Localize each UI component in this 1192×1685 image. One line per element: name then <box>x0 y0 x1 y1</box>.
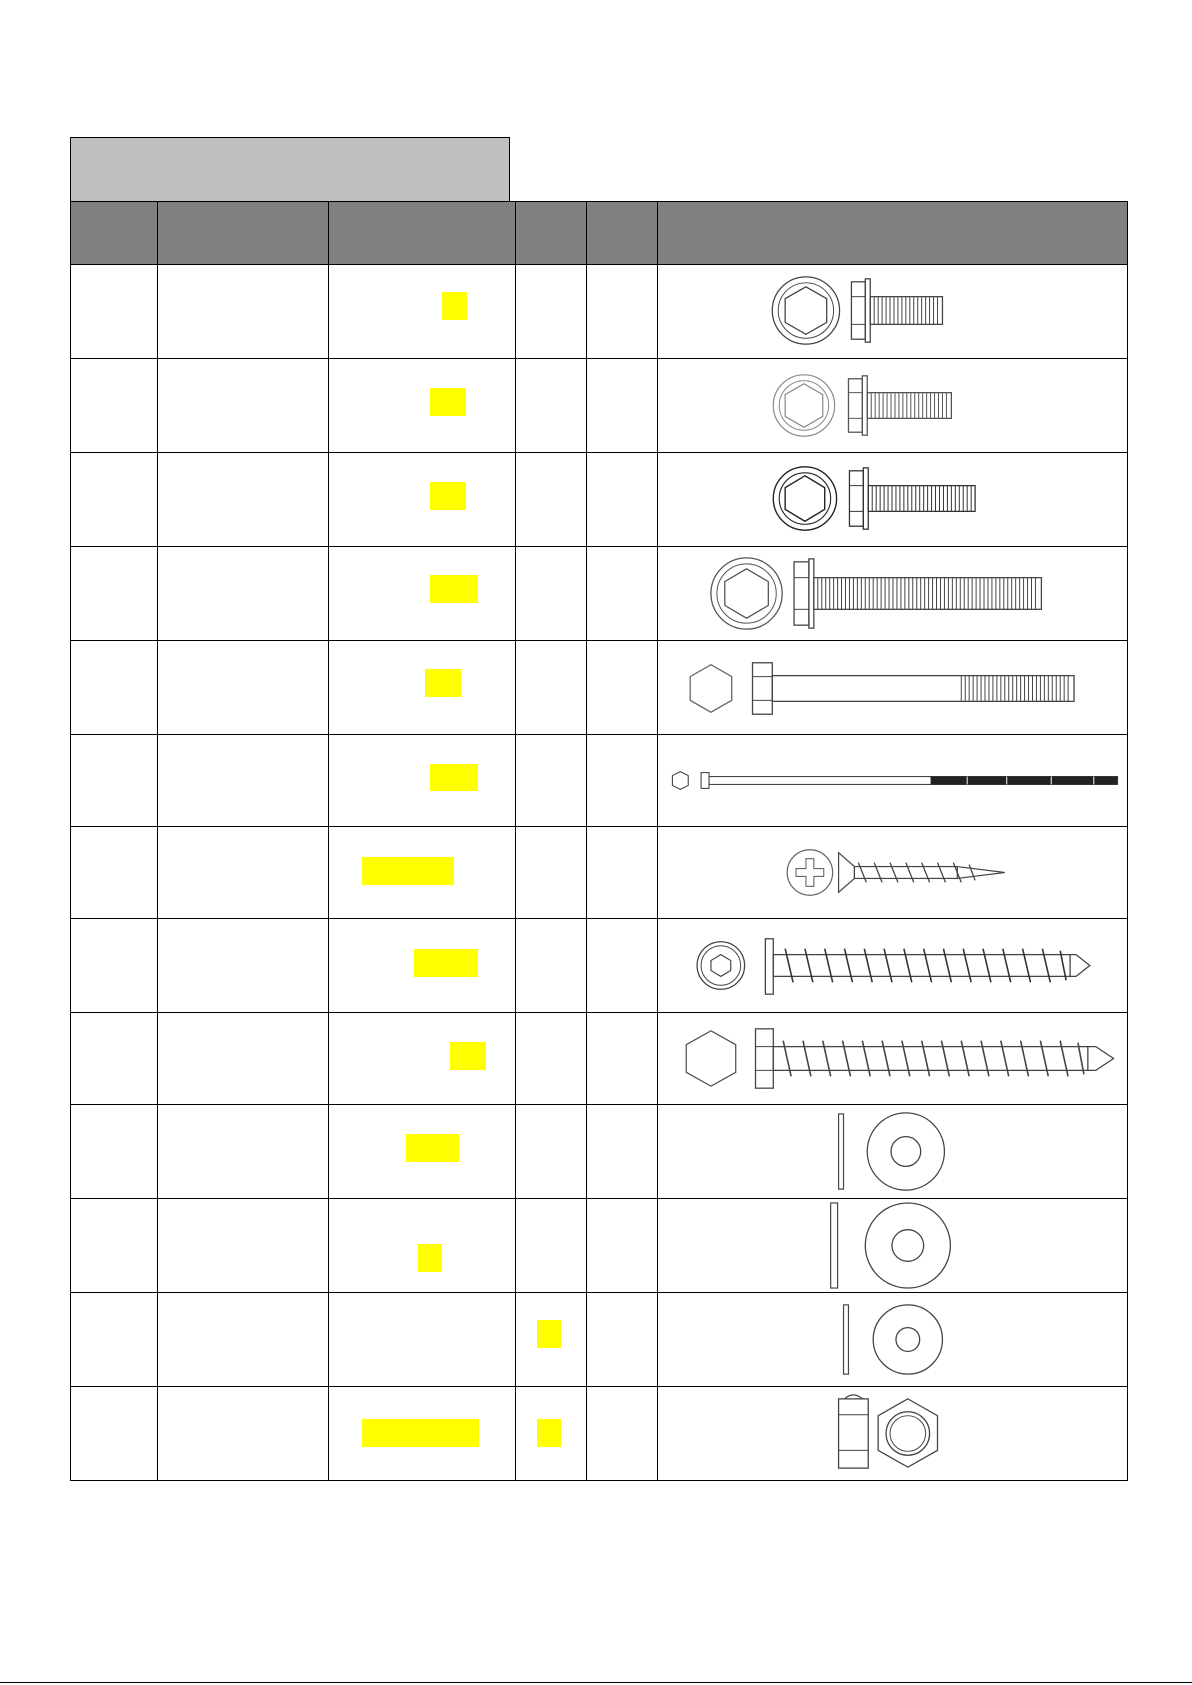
cell-picture <box>658 735 1128 827</box>
cell-ref <box>71 735 158 827</box>
cell-qty-a <box>516 453 587 547</box>
cell-spec <box>329 1387 516 1481</box>
cell-qty-a <box>516 265 587 359</box>
cell-qty-a <box>516 547 587 641</box>
cell-ref <box>71 453 158 547</box>
cell-spec <box>329 547 516 641</box>
table-row <box>71 919 1128 1013</box>
cell-spec <box>329 265 516 359</box>
flange-bolt-icon <box>658 265 1126 358</box>
washer-icon <box>658 1105 1126 1198</box>
phillips-screw-icon <box>658 827 1126 918</box>
cell-name <box>158 735 329 827</box>
cell-ref <box>71 359 158 453</box>
cell-name <box>158 919 329 1013</box>
cell-picture <box>658 641 1128 735</box>
cell-ref <box>71 641 158 735</box>
header-qty-b <box>587 202 658 265</box>
cell-name <box>158 641 329 735</box>
table-row <box>71 1387 1128 1481</box>
cell-spec <box>329 735 516 827</box>
cell-ref <box>71 1105 158 1199</box>
cell-qty-b <box>587 1013 658 1105</box>
flange-bolt-icon <box>658 453 1126 546</box>
cell-picture <box>658 919 1128 1013</box>
cell-qty-b <box>587 1199 658 1293</box>
cell-spec <box>329 1199 516 1293</box>
cell-qty-a <box>516 1199 587 1293</box>
cell-qty-b <box>587 359 658 453</box>
threaded-rod-bolt-icon <box>658 735 1126 826</box>
cell-spec <box>329 827 516 919</box>
cell-qty-a <box>516 735 587 827</box>
cell-ref <box>71 1199 158 1293</box>
large-washer-icon <box>658 1199 1126 1292</box>
socket-lag-screw-icon <box>658 919 1126 1012</box>
cell-ref <box>71 919 158 1013</box>
table-row <box>71 1105 1128 1199</box>
header-picture <box>658 202 1128 265</box>
cell-qty-a <box>516 1387 587 1481</box>
cell-spec <box>329 1105 516 1199</box>
cell-name <box>158 1293 329 1387</box>
cell-qty-a <box>516 641 587 735</box>
cell-ref <box>71 547 158 641</box>
footer-rule <box>0 1682 1192 1683</box>
header-name <box>158 202 329 265</box>
cell-qty-b <box>587 641 658 735</box>
cell-picture <box>658 1293 1128 1387</box>
flange-bolt-icon <box>658 359 1126 452</box>
hex-bolt-icon <box>658 641 1126 734</box>
cell-ref <box>71 1293 158 1387</box>
cell-name <box>158 1013 329 1105</box>
cell-picture <box>658 1105 1128 1199</box>
table-row <box>71 359 1128 453</box>
lock-nut-icon <box>658 1387 1126 1480</box>
cell-qty-b <box>587 265 658 359</box>
cell-qty-b <box>587 453 658 547</box>
cell-qty-b <box>587 1387 658 1481</box>
cell-qty-b <box>587 1293 658 1387</box>
cell-qty-a <box>516 359 587 453</box>
cell-name <box>158 1199 329 1293</box>
cell-picture <box>658 265 1128 359</box>
cell-qty-b <box>587 827 658 919</box>
cell-qty-b <box>587 1105 658 1199</box>
flange-bolt-long-icon <box>658 547 1126 640</box>
cell-spec <box>329 1293 516 1387</box>
cell-picture <box>658 359 1128 453</box>
table-row <box>71 453 1128 547</box>
table-row <box>71 265 1128 359</box>
cell-spec <box>329 453 516 547</box>
cell-spec <box>329 919 516 1013</box>
table-header-row <box>71 202 1128 265</box>
cell-picture <box>658 1387 1128 1481</box>
hex-lag-screw-icon <box>658 1013 1126 1104</box>
header-ref <box>71 202 158 265</box>
cell-name <box>158 265 329 359</box>
table-row <box>71 1199 1128 1293</box>
table-row <box>71 735 1128 827</box>
cell-name <box>158 827 329 919</box>
table-row <box>71 1013 1128 1105</box>
header-qty-a <box>516 202 587 265</box>
cell-spec <box>329 359 516 453</box>
header-spec <box>329 202 516 265</box>
table-title-bar <box>70 137 510 201</box>
cell-name <box>158 453 329 547</box>
cell-picture <box>658 453 1128 547</box>
medium-washer-icon <box>658 1293 1126 1386</box>
cell-ref <box>71 1387 158 1481</box>
cell-qty-a <box>516 1105 587 1199</box>
cell-qty-a <box>516 1013 587 1105</box>
hardware-parts-table <box>70 201 1128 1481</box>
table-row <box>71 547 1128 641</box>
cell-name <box>158 547 329 641</box>
cell-ref <box>71 827 158 919</box>
cell-spec <box>329 1013 516 1105</box>
cell-picture <box>658 827 1128 919</box>
cell-name <box>158 1105 329 1199</box>
table-row <box>71 641 1128 735</box>
table-row <box>71 1293 1128 1387</box>
cell-qty-b <box>587 919 658 1013</box>
cell-picture <box>658 1199 1128 1293</box>
cell-ref <box>71 265 158 359</box>
cell-name <box>158 359 329 453</box>
table-row <box>71 827 1128 919</box>
cell-spec <box>329 641 516 735</box>
cell-name <box>158 1387 329 1481</box>
cell-qty-a <box>516 1293 587 1387</box>
cell-qty-a <box>516 919 587 1013</box>
cell-qty-b <box>587 547 658 641</box>
cell-picture <box>658 1013 1128 1105</box>
cell-qty-a <box>516 827 587 919</box>
cell-ref <box>71 1013 158 1105</box>
cell-picture <box>658 547 1128 641</box>
cell-qty-b <box>587 735 658 827</box>
